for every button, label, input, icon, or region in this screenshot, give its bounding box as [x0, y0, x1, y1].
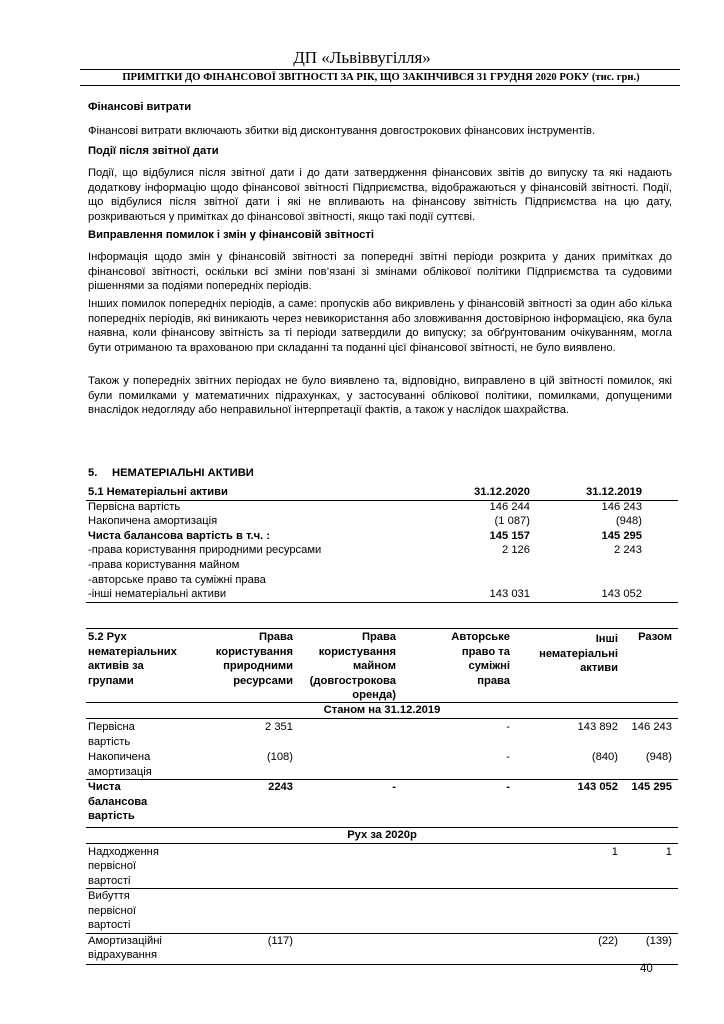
table-cell-label: -права користування природними ресурсами — [88, 544, 322, 557]
table-row — [86, 573, 678, 588]
cell-line: 5.2 Рух — [88, 631, 127, 643]
table-cell-label — [88, 889, 136, 933]
document-title: ДП «Львіввугілля» — [293, 48, 431, 67]
table-cell-v2: 143 052 — [601, 588, 642, 601]
cell-line: ресурсами — [233, 674, 293, 687]
table-row — [86, 500, 678, 515]
table-5-1-title: 5.1 Нематеріальні активи — [88, 486, 228, 498]
table-cell-c1: (117) — [267, 934, 293, 947]
paragraph-corrections-3: Також у попередніх звітних періодах не було виявлено та, відповідно, виправлено в цій звітності помилок, які були помилками у математичних підрахунках, у застосуванні облікової політики, помилками, допущеними внаслідок недогляду або неправильної інтерпретації фактів, а також у наслідок шахрайства. — [88, 375, 672, 416]
cell-line: (довгострокова — [309, 674, 396, 687]
table-cell-c1: 2243 — [268, 781, 293, 793]
cell-line: користування — [318, 645, 396, 658]
cell-line: право та — [461, 645, 510, 658]
cell-line: вартість — [88, 735, 131, 748]
table-cell-header-c5 — [638, 630, 672, 645]
cell-line: вартості — [88, 919, 131, 931]
paragraph-events-after: Події, що відбулися після звітної дати і до дати затвердження фінансових звітів до випуску та які надають додаткову інформацію щодо фінансової звітності Підприємства, відображаються у фінансовій звітності. Події, що відбулися після звітної дати і які не впливають на фінансову звітність Підприємства на цю дату, розкриваються у примітках до фінансової звітності, якщо такі події суттєві. — [88, 167, 672, 223]
cell-line: балансова — [88, 795, 148, 808]
table-cell-label: -права користування майном — [88, 558, 240, 571]
table-5-1-col2-header: 31.12.2019 — [586, 486, 642, 498]
table-cell-c4: 143 052 — [577, 781, 618, 793]
cell-line: нематеріальних — [88, 645, 177, 658]
cell-line: Вибуття — [88, 890, 130, 902]
cell-line: Накопичена — [88, 751, 151, 763]
cell-line: Авторське — [451, 631, 510, 643]
table-5-2-band-rule — [86, 843, 678, 844]
cell-line: первісної — [88, 860, 137, 872]
table-cell-v1: 143 031 — [489, 588, 530, 601]
table-row-rule — [86, 933, 678, 934]
table-row — [86, 558, 678, 573]
table-cell-c4: 1 — [611, 845, 618, 858]
table-cell-header-c1 — [216, 630, 293, 688]
cell-line: Інші — [595, 633, 618, 645]
heading-events-after: Події після звітної дати — [88, 145, 219, 157]
cell-line: природними — [223, 660, 293, 672]
cell-line: Первісна — [88, 721, 135, 733]
cell-line: суміжні — [468, 660, 510, 672]
header-rule-bottom — [80, 85, 680, 86]
table-cell-c5: (948) — [645, 751, 672, 763]
table-row — [86, 529, 678, 544]
cell-line: первісної — [88, 904, 137, 917]
table-5-1-header-rule — [86, 500, 678, 501]
table-cell-label — [88, 780, 147, 824]
table-cell-label: -інші нематеріальні активи — [88, 588, 227, 601]
table-cell-c4: 143 892 — [577, 721, 618, 733]
header-rule-top — [80, 69, 680, 70]
cell-line: активів за — [88, 660, 144, 672]
table-cell-c3: - — [506, 751, 510, 763]
table-5-2-top-rule — [86, 628, 678, 629]
table-cell-c5: (139) — [645, 934, 672, 947]
table-5-2-band-movement: Рух за 2020р — [347, 828, 417, 841]
table-cell-c1: 2 351 — [265, 721, 293, 733]
table-cell-v1: (1 087) — [494, 515, 530, 528]
table-cell-header-c0 — [88, 630, 177, 688]
table-cell-v2: 145 295 — [601, 529, 642, 542]
section-5-heading — [88, 466, 254, 481]
cell-line: користування — [215, 645, 293, 658]
section-5-number: 5. — [88, 467, 98, 479]
table-5-1-header — [86, 485, 678, 500]
table-cell-c4: (22) — [598, 934, 618, 947]
document-subtitle: ПРИМІТКИ ДО ФІНАНСОВОЇ ЗВІТНОСТІ ЗА РІК, ЩО ЗАКІНЧИВСЯ 31 ГРУДНЯ 2020 РОКУ (тис. грн.) — [122, 72, 640, 83]
cell-line: нематеріальні — [539, 647, 618, 660]
page-number: 40 — [640, 963, 653, 975]
cell-line: вартості — [88, 874, 131, 887]
table-5-2-bottom-rule — [86, 964, 678, 965]
cell-line: вартість — [88, 810, 135, 822]
cell-line: Права — [361, 631, 396, 643]
cell-line: Чиста — [88, 781, 121, 793]
table-cell-label: Первісна вартість — [88, 500, 181, 513]
table-cell-label: Чиста балансова вартість в т.ч. : — [88, 529, 271, 542]
table-cell-v2: (948) — [615, 515, 642, 528]
paragraph-financial-expenses: Фінансові витрати включають збитки від дисконтування довгострокових фінансових інструментів. — [88, 125, 596, 137]
table-cell-c5: 146 243 — [631, 721, 672, 733]
table-cell-header-c2 — [310, 630, 396, 703]
cell-line: Надходження — [88, 845, 159, 858]
cell-line: групами — [88, 674, 134, 687]
table-cell-c2: - — [392, 781, 396, 793]
paragraph-corrections-1: Інформація щодо змін у фінансовій звітності за попередні звітні періоди розкрита у даних примітках до фінансової звітності, оскільки всі зміни пов’язані зі змінами облікової політики Підприємства та судовими рішеннями за подіями попередніх періодів. — [88, 251, 672, 292]
cell-line: майном — [353, 660, 396, 672]
cell-line: амортизація — [88, 765, 152, 778]
table-5-2-band-rule — [86, 718, 678, 719]
table-cell-v1: 146 244 — [489, 500, 530, 513]
table-cell-c3: - — [506, 781, 510, 793]
table-cell-label — [88, 750, 152, 779]
table-5-2-band-opening: Станом на 31.12.2019 — [323, 704, 441, 716]
table-cell-header-c3 — [451, 630, 510, 688]
paragraph-corrections-2: Інших помилок попередніх періодів, а саме: пропусків або викривлень у фінансовій звітності за один або кілька попередніх періодів, які виникають через невикористання або зловживання достовірною інформацією, яка була наявна, коли фінансову звітність за ті періоди затвердили до випуску; за обґрунтованим очікуванням, могла бути отриманою та врахованою при складанні та поданні цієї фінансової звітності, не було виявлено. — [88, 298, 672, 354]
cell-line: відрахування — [88, 949, 158, 961]
table-cell-c5: 145 295 — [631, 781, 672, 793]
cell-line: Амортизаційні — [88, 934, 162, 947]
table-cell-v2: 2 243 — [614, 544, 642, 557]
table-cell-v2: 146 243 — [601, 500, 642, 513]
table-row — [86, 514, 678, 529]
table-cell-label — [88, 934, 162, 963]
table-5-1-bottom-rule — [86, 602, 678, 603]
cell-line: Разом — [638, 631, 672, 643]
cell-line: права — [477, 674, 510, 687]
table-5-1-col1-header: 31.12.2020 — [474, 486, 530, 498]
heading-corrections: Виправлення помилок і змін у фінансовій звітності — [88, 229, 374, 241]
section-5-title: НЕМАТЕРІАЛЬНІ АКТИВИ — [112, 467, 254, 479]
table-cell-v1: 145 157 — [489, 529, 530, 542]
table-cell-header-c4 — [522, 632, 618, 676]
cell-line: Права — [258, 631, 293, 643]
table-cell-c4: (840) — [591, 751, 618, 763]
table-cell-c3: - — [506, 721, 510, 733]
table-cell-c1: (108) — [266, 751, 293, 763]
table-cell-v1: 2 126 — [502, 544, 530, 557]
table-5-1 — [86, 485, 678, 602]
heading-financial-expenses: Фінансові витрати — [88, 101, 192, 113]
table-row — [86, 587, 678, 602]
cell-line: активи — [580, 662, 618, 674]
table-cell-label — [88, 845, 159, 889]
table-cell-c5: 1 — [665, 845, 672, 858]
table-cell-label — [88, 720, 135, 749]
table-row — [86, 543, 678, 558]
table-cell-label: -авторське право та суміжні права — [88, 573, 266, 586]
table-cell-label: Накопичена амортизація — [88, 515, 218, 528]
table-row-rule — [86, 888, 678, 889]
cell-line: оренда) — [352, 689, 396, 701]
